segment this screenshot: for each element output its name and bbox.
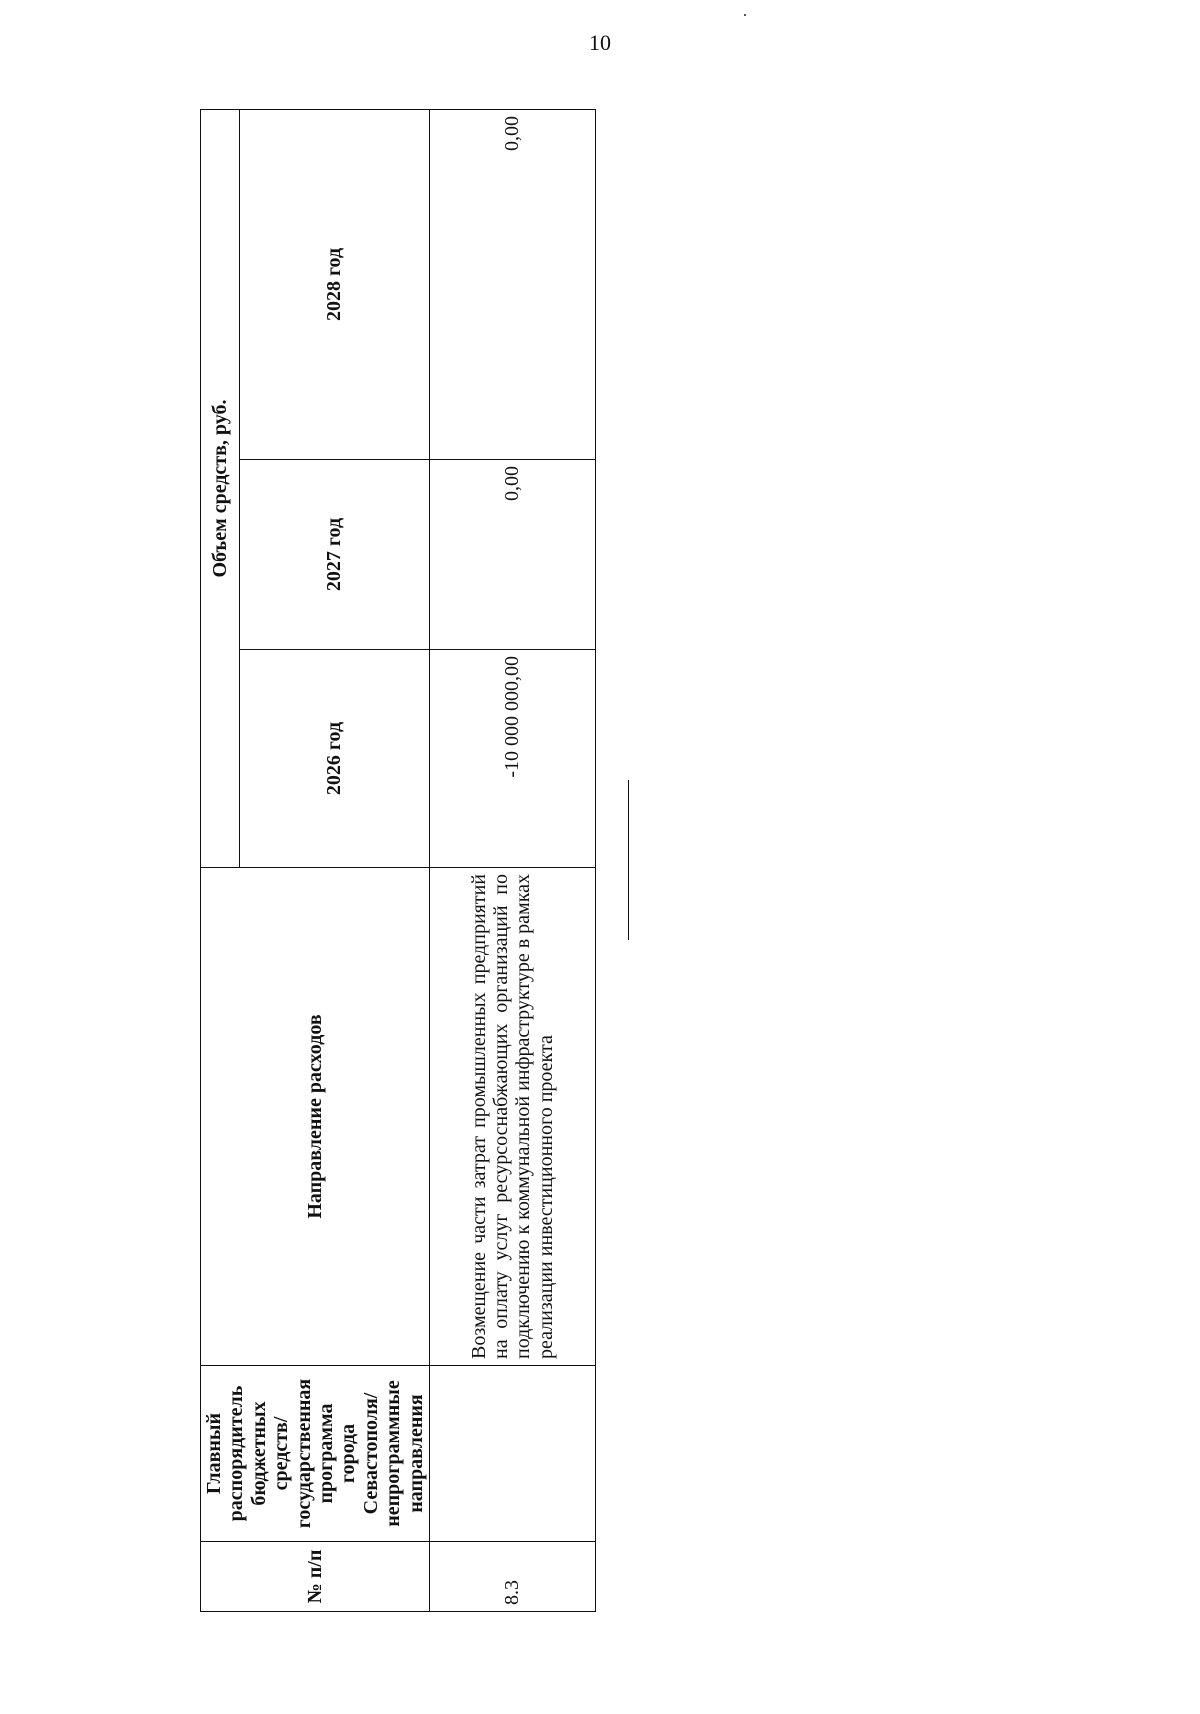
page-number: 10 (589, 30, 611, 55)
header-main-manager: Главный распорядитель бюджетных средств/государственная программа города Севастополя/непрограммные направления (201, 1366, 430, 1542)
header-volume: Объем средств, руб. (201, 109, 240, 867)
scan-speck (744, 14, 746, 16)
header-num: № п/п (201, 1542, 430, 1612)
separator-line (628, 780, 629, 940)
row-value-2028: 0,00 (429, 109, 595, 459)
header-year-2026: 2026 год (240, 650, 430, 868)
header-row-1 (201, 109, 240, 1611)
row-num: 8.3 (429, 1542, 595, 1612)
row-direction: Возмещение части затрат промышленных предприятий на оплату услуг ресурсоснабжающих организаций по подключению к коммунальной инфраструктуре в рамках реализации инвестиционного проекта (429, 868, 595, 1366)
row-value-2026: -10 000 000,00 (429, 650, 595, 868)
header-year-2028: 2028 год (240, 109, 430, 459)
row-main-manager (429, 1366, 595, 1542)
row-value-2027: 0,00 (429, 460, 595, 650)
rotated-table-wrapper (200, 110, 557, 1612)
header-direction: Направление расходов (201, 868, 430, 1366)
budget-table (200, 109, 596, 1612)
table-row (429, 109, 595, 1611)
header-year-2027: 2027 год (240, 460, 430, 650)
